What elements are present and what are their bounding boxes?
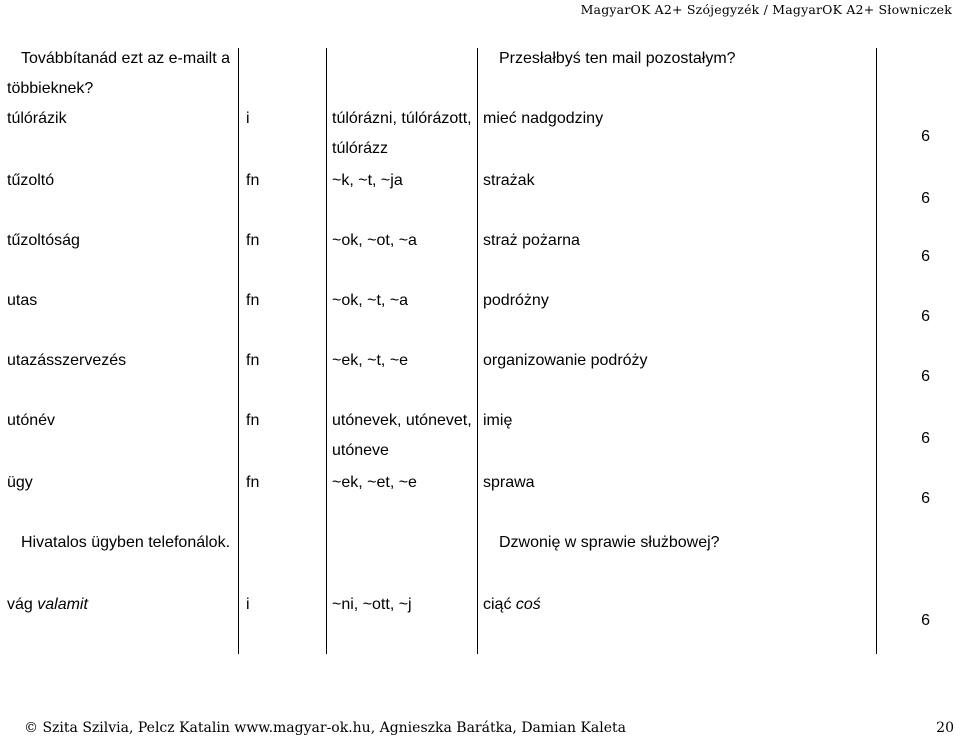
word-forms: ~ni, ~ott, ~j <box>332 596 412 613</box>
example-row <box>0 528 960 590</box>
lesson-number: 6 <box>921 368 930 385</box>
lesson-number: 6 <box>921 308 930 325</box>
word-forms: túlórázni, túlórázott, túlórázz <box>332 110 472 157</box>
word-forms: ~ek, ~et, ~e <box>332 474 417 491</box>
polish-translation: imię <box>483 412 513 429</box>
hungarian-word: túlórázik <box>7 110 67 127</box>
polish-word-main: ciąć <box>483 596 512 613</box>
footer-credits: © Szita Szilvia, Pelcz Katalin www.magyar-ok.hu, Agnieszka Barátka, Damian Kaleta <box>24 720 626 736</box>
hungarian-word-object: valamit <box>37 596 88 613</box>
page-footer <box>0 716 960 740</box>
polish-translation: straż pożarna <box>483 232 580 249</box>
lesson-number: 6 <box>921 248 930 265</box>
polish-translation: strażak <box>483 172 535 189</box>
lesson-number: 6 <box>921 430 930 447</box>
part-of-speech: i <box>246 110 250 127</box>
hungarian-word-main: vág <box>7 596 33 613</box>
word-forms: ~ok, ~t, ~a <box>332 292 409 309</box>
lesson-number: 6 <box>921 128 930 145</box>
part-of-speech: fn <box>246 474 260 491</box>
part-of-speech: fn <box>246 232 260 249</box>
table-row <box>0 406 960 468</box>
table-row <box>0 226 960 286</box>
polish-word-object: coś <box>515 596 541 613</box>
page-number: 20 <box>936 720 954 736</box>
polish-translation: sprawa <box>483 474 535 491</box>
part-of-speech: i <box>246 596 250 613</box>
word-forms: ~ek, ~t, ~e <box>332 352 409 369</box>
table-row <box>0 166 960 226</box>
hungarian-word: ügy <box>7 474 33 491</box>
part-of-speech: fn <box>246 352 260 369</box>
part-of-speech: fn <box>246 412 260 429</box>
word-forms: utónevek, utónevet, utóneve <box>332 412 472 459</box>
lesson-number: 6 <box>921 612 930 629</box>
hungarian-word: utónév <box>7 412 56 429</box>
hungarian-word: utas <box>7 292 38 309</box>
polish-translation <box>483 590 853 620</box>
table-row <box>0 346 960 406</box>
word-forms: ~ok, ~ot, ~a <box>332 232 417 249</box>
polish-translation: mieć nadgodziny <box>483 110 604 127</box>
hungarian-example: Hivatalos ügyben telefonálok. <box>21 534 231 551</box>
table-row <box>0 286 960 346</box>
lesson-number: 6 <box>921 490 930 507</box>
hungarian-example: Továbbítanád ezt az e-mailt a többieknek? <box>7 50 231 97</box>
polish-translation: podróżny <box>483 292 549 309</box>
page-header-title: MagyarOK A2+ Szójegyzék / MagyarOK A2+ Słowniczek <box>580 2 952 17</box>
polish-translation: organizowanie podróży <box>483 352 648 369</box>
polish-example: Dzwonię w sprawie służbowej? <box>499 534 720 551</box>
lesson-number: 6 <box>921 190 930 207</box>
polish-example: Przesłałbyś ten mail pozostałym? <box>499 50 736 67</box>
part-of-speech: fn <box>246 292 260 309</box>
hungarian-word <box>7 590 237 620</box>
example-row <box>0 44 960 104</box>
hungarian-word: utazásszervezés <box>7 352 127 369</box>
hungarian-word: tűzoltó <box>7 172 55 189</box>
table-row <box>0 590 960 654</box>
table-row <box>0 468 960 528</box>
table-row <box>0 104 960 166</box>
hungarian-word: tűzoltóság <box>7 232 80 249</box>
word-forms: ~k, ~t, ~ja <box>332 172 403 189</box>
part-of-speech: fn <box>246 172 260 189</box>
